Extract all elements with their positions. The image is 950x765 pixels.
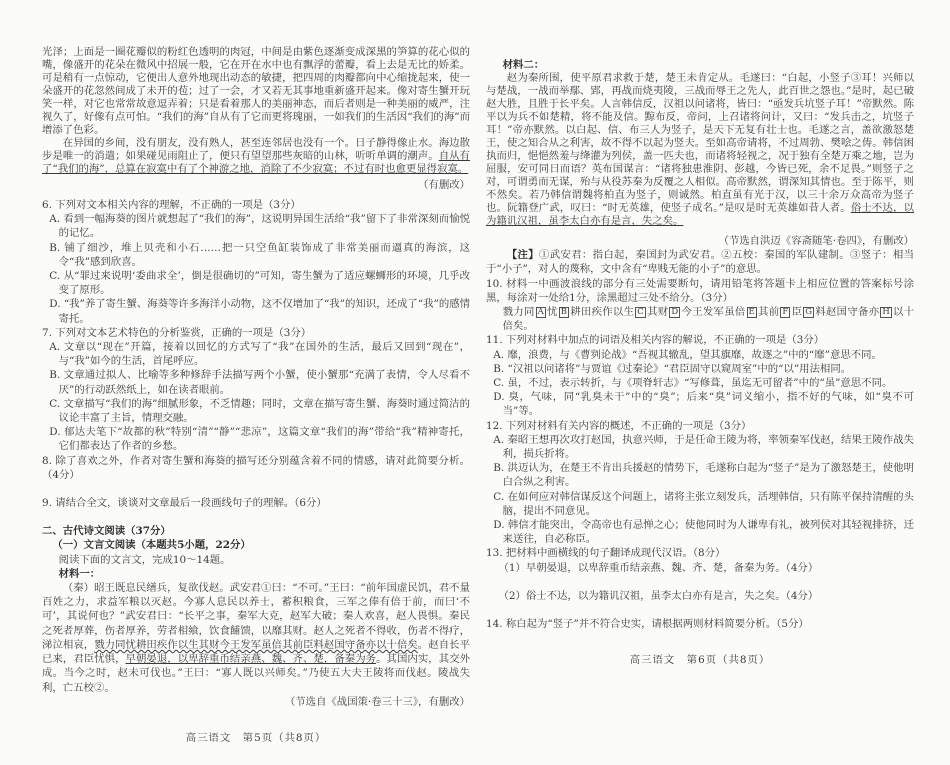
annotation <box>486 248 914 276</box>
question-14 <box>486 617 914 631</box>
exam-page-5 <box>42 46 470 745</box>
material-2-paragraph <box>486 72 914 228</box>
question-10 <box>486 277 914 334</box>
segment: 料赵国守备亦 <box>815 306 880 319</box>
classical-section <box>42 524 470 581</box>
break-option-b[interactable]: B <box>560 307 567 318</box>
material-2-source: （节选自洪迈《容斋随笔·卷四》，有删改） <box>718 235 914 247</box>
option-c: C. 从“罪过来说明‘委曲求全’，倒是很确切的”可知，寄生蟹为了适应螺蛳形的环境，几乎改变了原形。 <box>49 270 470 297</box>
break-option-f[interactable]: F <box>782 307 789 318</box>
question-stem: 12. 下列对材料有关内容的概述，不正确的一项是（3分） <box>486 419 752 432</box>
sentence-break-line <box>486 305 914 333</box>
question-11 <box>486 333 914 418</box>
translation-item-1: （1）早朝晏退，以卑辞重币结亲燕、魏、齐、楚，备秦为务。（4分） <box>498 561 819 574</box>
wavy-underlined-text: 戮力同忧耕田疾作以生其财今王发军虽倍其前臣料赵国守备亦以十倍矣 <box>94 638 418 651</box>
option-b: B. 文章通过拟人、比喻等多种修辞手法描写两个小蟹，使小蟹那“充满了表情，令人尽看不厌”的行动跃然纸上，如在读者眼前。 <box>49 369 470 396</box>
material-1-source: （节选自《战国策·卷三十三》，有删改） <box>284 695 470 708</box>
note-text: ①武安君：指白起，秦国封为武安君。②五校：秦国的军队建制。③竖子：相当于“小子”，对人的蔑称，文中含有“卑贱无能的小子”的意思。 <box>486 249 915 276</box>
break-option-a[interactable]: A <box>537 307 544 318</box>
segment: 戮力同 <box>502 306 535 319</box>
break-option-c[interactable]: C <box>637 307 644 318</box>
segment: 以十倍矣。 <box>502 306 915 333</box>
break-option-g[interactable]: G <box>805 307 813 318</box>
text: 赵为秦所围，使平原君求救于楚，楚王未肯定从。毛遂曰：“白起，小竖子③耳！兴师以与楚战，一战而举鄢、郢，再战而烧夷陵，三战而辱王之先人，此百世之怨也。”是时，起已破赵大胜，且胜于长平矣。人言韩信反，汉祖以问诸将，皆曰：“亟发兵坑竖子耳！”帝默然。陈平以为兵不如楚精，将不能及信。黥布反，帝问，上召诸将问计，又曰：“发兵击之，坑竖子耳！”帝亦默然。以白起、信、布三人为竖子，是天下无复有壮士也。毛遂之言，盖欲激怒楚王，使之知合从之利害，故不得不以起为竖夫。至如高帝请将，不过周勃、樊哙之俦。韩信困执而归，悒悒然羞与绛灌为列侯，盖一匹夫也，而诸将轻视之，况于独有全楚万乘之地，岂为屈服，安可同日而语？英布国谋言：“诸将独患淮阴、彭越，今皆已死，余不足畏。”则竖子之对，可谓勇而无谋，殆与从役苏秦为反覆之人相似。高帝默然，谓深知其情也。至于陈平，则不然矣。若乃韩信谓魏将柏直为竖子，则诚然。柏直虽有光于汉，以三十余万众高帝为竖子也。阮籍登广武，叹曰：“时无英雄，使竖子成名。”是叹是时无英雄如昔人者。 <box>486 72 914 214</box>
option-b: B. 洪迈认为，在楚王不肯出兵援赵的情势下，毛遂称白起为“竖子”是为了激怒楚王，使他明白合纵之利害。 <box>493 462 914 489</box>
question-stem: 10. 材料一中画波浪线的部分有三处需要断句，请用铅笔将答题卡上相应位置的答案标号涂黑，每涂对一处给1分，涂黑超过三处不给分。（3分） <box>486 277 914 304</box>
option-d: D. 郁达夫笔下“故都的秋”特别“清”“静”“悲凉”，这篇文章“我们的海”带给“我”精神寄托，它们都表达了作者的乡愁。 <box>49 426 470 453</box>
segment: 臣 <box>791 306 803 319</box>
underlined-sentence: 早朝晏退，以卑辞重币结亲燕、魏、齐、楚，备秦为务 <box>125 653 377 666</box>
passage-source: （有删改） <box>418 179 470 191</box>
instruction: 阅读下面的文言文，完成10～14题。 <box>58 553 231 566</box>
break-option-d[interactable]: D <box>671 307 679 318</box>
segment: 忧 <box>546 306 558 319</box>
option-b: B. 铺了细沙，堆上贝壳和小石……把一只空鱼缸装饰成了非常美丽而逼真的海滨，这令“我”感到欣喜。 <box>49 241 470 268</box>
note-label: 【注】 <box>506 249 539 262</box>
question-13-stem: 13. 把材料中画横线的句子翻译成现代汉语。（8分） <box>486 547 726 560</box>
option-d: D. 韩信才能突出，令高帝也有忌惮之心；使他同时为人谦卑有礼，被列侯对其轻视排挤，迁来送往，自必称臣。 <box>493 519 914 546</box>
material-1-text <box>42 581 470 709</box>
question-stem: 14. 称白起为“竖子”并不符合史实，请根据两则材料简要分析。（5分） <box>486 618 809 631</box>
segment: 其财 <box>646 306 669 319</box>
passage-paragraph <box>42 137 470 176</box>
question-stem: 9. 请结合全文，谈谈对文章最后一段画线句子的理解。（6分） <box>42 497 327 510</box>
option-c: C. 虽，不过，表示转折，与《项脊轩志》“写修葺，虽迄无可留者”中的“虽”意思不同。 <box>493 377 893 390</box>
option-d: D. “我”养了寄生蟹、海葵等许多海洋小动物，这不仅增加了“我”的知识，还成了“我”的感情寄托。 <box>49 298 470 325</box>
option-a: A. 文章以“现在”开篇，接着以回忆的方式写了“我”在国外的生活，最后又回到“现在”，与“我”如今的生活，首尾呼应。 <box>49 341 470 368</box>
underlined-sentence: 俗士不达，以为籍讥汉祖，虽李太白亦有是言，失之矣。 <box>486 202 915 227</box>
segment: 耕田疾作以生 <box>569 306 635 319</box>
notes-block <box>486 234 914 277</box>
question-stem: 6. 下列对文本相关内容的理解，不正确的一项是（3分） <box>42 199 301 211</box>
material-2-title: 材料二： <box>502 59 545 71</box>
section-heading: 二、古代诗文阅读（37分） <box>42 525 171 538</box>
exam-page-6 <box>486 46 914 667</box>
option-d: D. 臭，气味，同“乳臭未干”中的“臭”；后来“臭”词义缩小，指不好的气味，如“臭不可当”等。 <box>493 391 914 418</box>
break-option-e[interactable]: E <box>748 307 755 318</box>
page-footer: 高三语文 第6页（共8页） <box>629 654 771 667</box>
text: 。其国内实，其交外成。当今之时，赵未可伐也。”王曰：“寡人既以兴师矣。”乃使五大夫王陵将而伐赵。陵战失利，亡五校②。 <box>42 653 471 694</box>
question-stem: 7. 下列对文本艺术特色的分析鉴赏，正确的一项是（3分） <box>42 326 312 339</box>
option-c: C. 文章描写“我们的海”细腻形象，不乏情趣；同时，文章在描写寄生蟹、海葵时通过简洁的议论丰富了主旨，情理交融。 <box>49 397 470 425</box>
break-option-h[interactable]: H <box>882 307 890 318</box>
reading-passage <box>42 46 470 192</box>
text: 。赵自长平已来，君臣忧惧， <box>42 638 471 666</box>
option-b: B. “汉祖以问诸将”与贾谊《过秦论》“君臣固守以窥周室”中的“以”用法相同。 <box>493 362 852 375</box>
text: （秦）昭王既息民缮兵，复欲伐赵。武安君①曰：“不可。”王曰：“前年国虚民饥，君不量百姓之力，求益军粮以灭赵。今寡人息民以养士，蓄积粮食，三军之俸有倍于前，而曰‘不可’，其说何也？”武安君曰：“长平之事，秦军大克，赵军大破；秦人欢喜，赵人畏惧。秦民之死者厚葬，伤者厚养，劳者相飨，饮食餔馈，以靡其财。赵人之死者不得收，伤者不得疗，涕泣相哀， <box>42 582 470 651</box>
material-1-paragraph <box>42 581 470 695</box>
question-8: 8. 除了喜欢之外，作者对寄生蟹和海葵的描写还分别蕴含着不同的情感，请对此简要分析。（4分） <box>42 454 470 481</box>
question-stem: 11. 下列对材料中加点的词语及相关内容的解说，不正确的一项是（3分） <box>486 334 825 347</box>
material-2 <box>486 58 914 228</box>
segment: 今王发军虽倍 <box>681 306 746 319</box>
option-c: C. 在如何应对韩信谋反这个问题上，诸将主张立刻发兵，活埋韩信，只有陈平保持清醒的头脑，提出不同意见。 <box>493 490 914 517</box>
underlined-sentence: 自从有了“我们的海”，总算在寂寞中有了个神游之地，消除了不少寂寞；不过有时也愈更显得寂寞。 <box>42 150 471 175</box>
subsection-heading: （一）文言文阅读（本题共5小题，22分） <box>52 539 251 552</box>
segment: 其前 <box>757 306 780 319</box>
question-9 <box>42 496 470 510</box>
material-1-title: 材料一： <box>58 567 101 580</box>
passage-text: 在异国的乡间，没有朋友，没有熟人，甚至连邻居也没有一个。日子静得像止水。海边散步是唯一的消遣；如果碰见雨阻止了，便只有望望那些灰暗的山林，听听单调的潮声。 <box>42 137 470 162</box>
translation-item-2: （2）俗士不达，以为籍讥汉祖，虽李太白亦有是言，失之矣。（4分） <box>498 589 819 602</box>
option-a: A. 靡，浪费，与《曹刿论战》“吾视其辙乱，望其旗靡，故逐之”中的“靡”意思不同。 <box>493 348 882 361</box>
question-13 <box>486 546 914 603</box>
passage-paragraph: 光泽；上面是一圈花瓣似的粉红色透明的肉冠，中间是由紫色逐渐变成深黑的笋算的花心似的嘴，像盛开的花朵在微风中招展一般，它在开在水中也有飘浮的蕾瓣，看上去是无比的娇柔。可是稍有一点惊动，它便出人意外地现出动态的敏捷，把四周的肉瓣都向中心缩拢起来，使一朵盛开的花忽然间成了未开的苞；过了一会，才又若无其事地重新盛开起来。像对寄生蟹开玩笑一样，对它也常常故意逗弄着；只是看着那人的美丽神态，而后者则是一种美丽的威严，注视久了，好像有点可怕。“我们的海”自从有了它而更将瑰丽，一如我们的生活因“我们的海”而增添了色彩。 <box>42 46 470 136</box>
option-a: A. 看到一幅海葵的图片就想起了“我们的海”，这说明异国生活给“我”留下了非常深刻而愉悦的记忆。 <box>49 213 470 240</box>
question-6 <box>42 198 470 482</box>
page-footer: 高三语文 第5页（共8页） <box>185 731 327 744</box>
option-a: A. 秦昭王想再次攻打赵国，执意兴师，于是任命王陵为将，率领秦军伐赵，结果王陵作战失利，损兵折将。 <box>493 433 914 461</box>
question-12 <box>486 419 914 547</box>
